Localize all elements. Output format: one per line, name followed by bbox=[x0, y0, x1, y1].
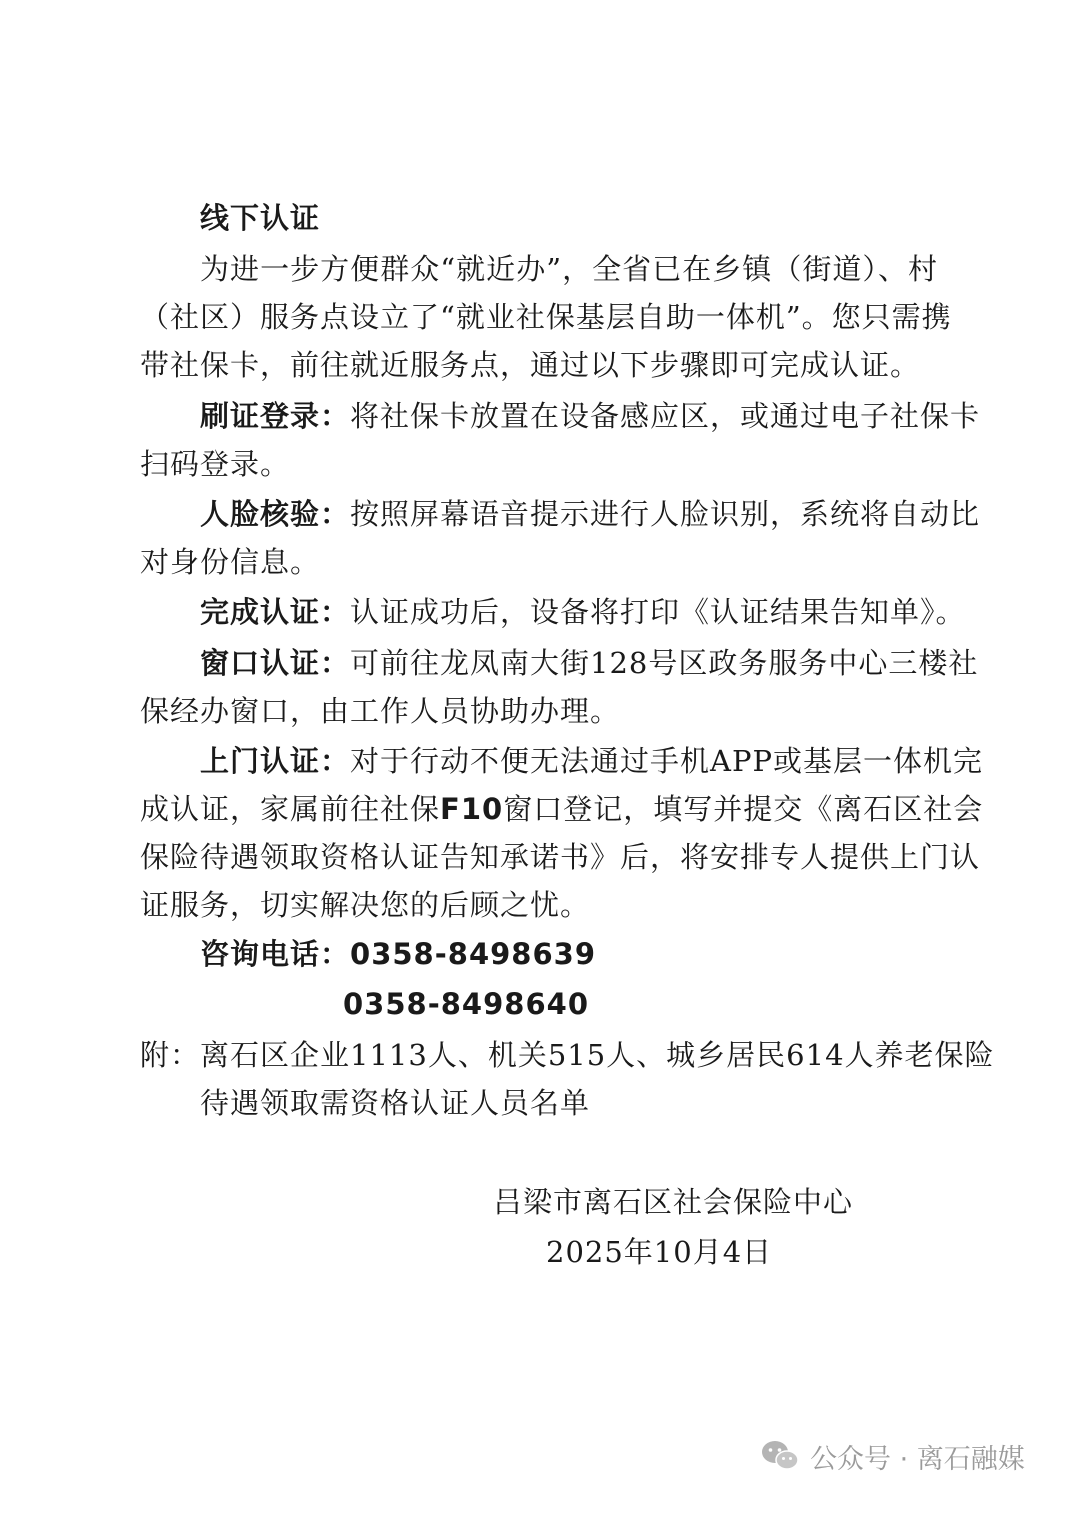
attachment-line-1 bbox=[140, 1035, 995, 1075]
step-text: 将社保卡放置在设备感应区，或通过电子社保卡 bbox=[350, 399, 981, 433]
step-swipe-login bbox=[200, 396, 980, 436]
step-label: 上门认证： bbox=[200, 744, 351, 778]
intro-line-2: （社区）服务点设立了“就业社保基层自助一体机”。您只需携 bbox=[140, 300, 952, 334]
intro-line-1: 为进一步方便群众“就近办”，全省已在乡镇（街道）、村 bbox=[200, 252, 938, 286]
contact-phone-1: 0358-8498639 bbox=[350, 937, 597, 971]
step-window bbox=[200, 643, 978, 683]
step-face-verify-cont: 对身份信息。 bbox=[140, 545, 321, 579]
step-swipe-login-cont: 扫码登录。 bbox=[140, 447, 291, 481]
watermark-text: 公众号 · 离石融媒 bbox=[810, 1443, 1025, 1475]
step-label: 完成认证： bbox=[200, 595, 351, 629]
step-home-visit-cont-2: 保险待遇领取资格认证告知承诺书》后，将安排专人提供上门认 bbox=[140, 840, 981, 874]
step-text: 认证成功后，设备将打印《认证结果告知单》。 bbox=[350, 595, 966, 629]
step-home-visit-cont-1 bbox=[140, 789, 983, 829]
step-complete bbox=[200, 592, 966, 632]
step-text: 按照屏幕语音提示进行人脸识别，系统将自动比 bbox=[350, 497, 981, 531]
step-text: 可前往龙凤南大街128号区政务服务中心三楼社 bbox=[350, 646, 979, 680]
text-segment: 成认证，家属前往社保 bbox=[140, 792, 441, 826]
signature-org: 吕梁市离石区社会保险中心 bbox=[493, 1185, 854, 1219]
step-home-visit bbox=[200, 741, 983, 781]
contact-label: 咨询电话： bbox=[200, 937, 351, 971]
text-segment: 窗口登记，填写并提交《离石区社会 bbox=[503, 792, 984, 826]
intro-line-3: 带社保卡，前往就近服务点，通过以下步骤即可完成认证。 bbox=[140, 348, 921, 382]
text-segment-bold: F10 bbox=[440, 792, 504, 826]
step-window-cont: 保经办窗口，由工作人员协助办理。 bbox=[140, 694, 621, 728]
section-heading: 线下认证 bbox=[200, 201, 321, 235]
step-text: 对于行动不便无法通过手机APP或基层一体机完 bbox=[350, 744, 983, 778]
watermark bbox=[760, 1434, 1025, 1478]
wechat-icon bbox=[760, 1439, 800, 1473]
step-home-visit-cont-3: 证服务，切实解决您的后顾之忧。 bbox=[140, 888, 591, 922]
step-label: 刷证登录： bbox=[200, 399, 351, 433]
attachment-text: 离石区企业1113人、机关515人、城乡居民614人养老保险 bbox=[200, 1038, 995, 1072]
step-label: 窗口认证： bbox=[200, 646, 351, 680]
signature-date: 2025年10月4日 bbox=[546, 1235, 773, 1269]
step-face-verify bbox=[200, 494, 980, 534]
attachment-line-2: 待遇领取需资格认证人员名单 bbox=[200, 1086, 591, 1120]
contact-line bbox=[200, 934, 596, 974]
contact-phone-2: 0358-8498640 bbox=[343, 987, 589, 1021]
step-label: 人脸核验： bbox=[200, 497, 351, 531]
attachment-label: 附： bbox=[140, 1038, 201, 1072]
